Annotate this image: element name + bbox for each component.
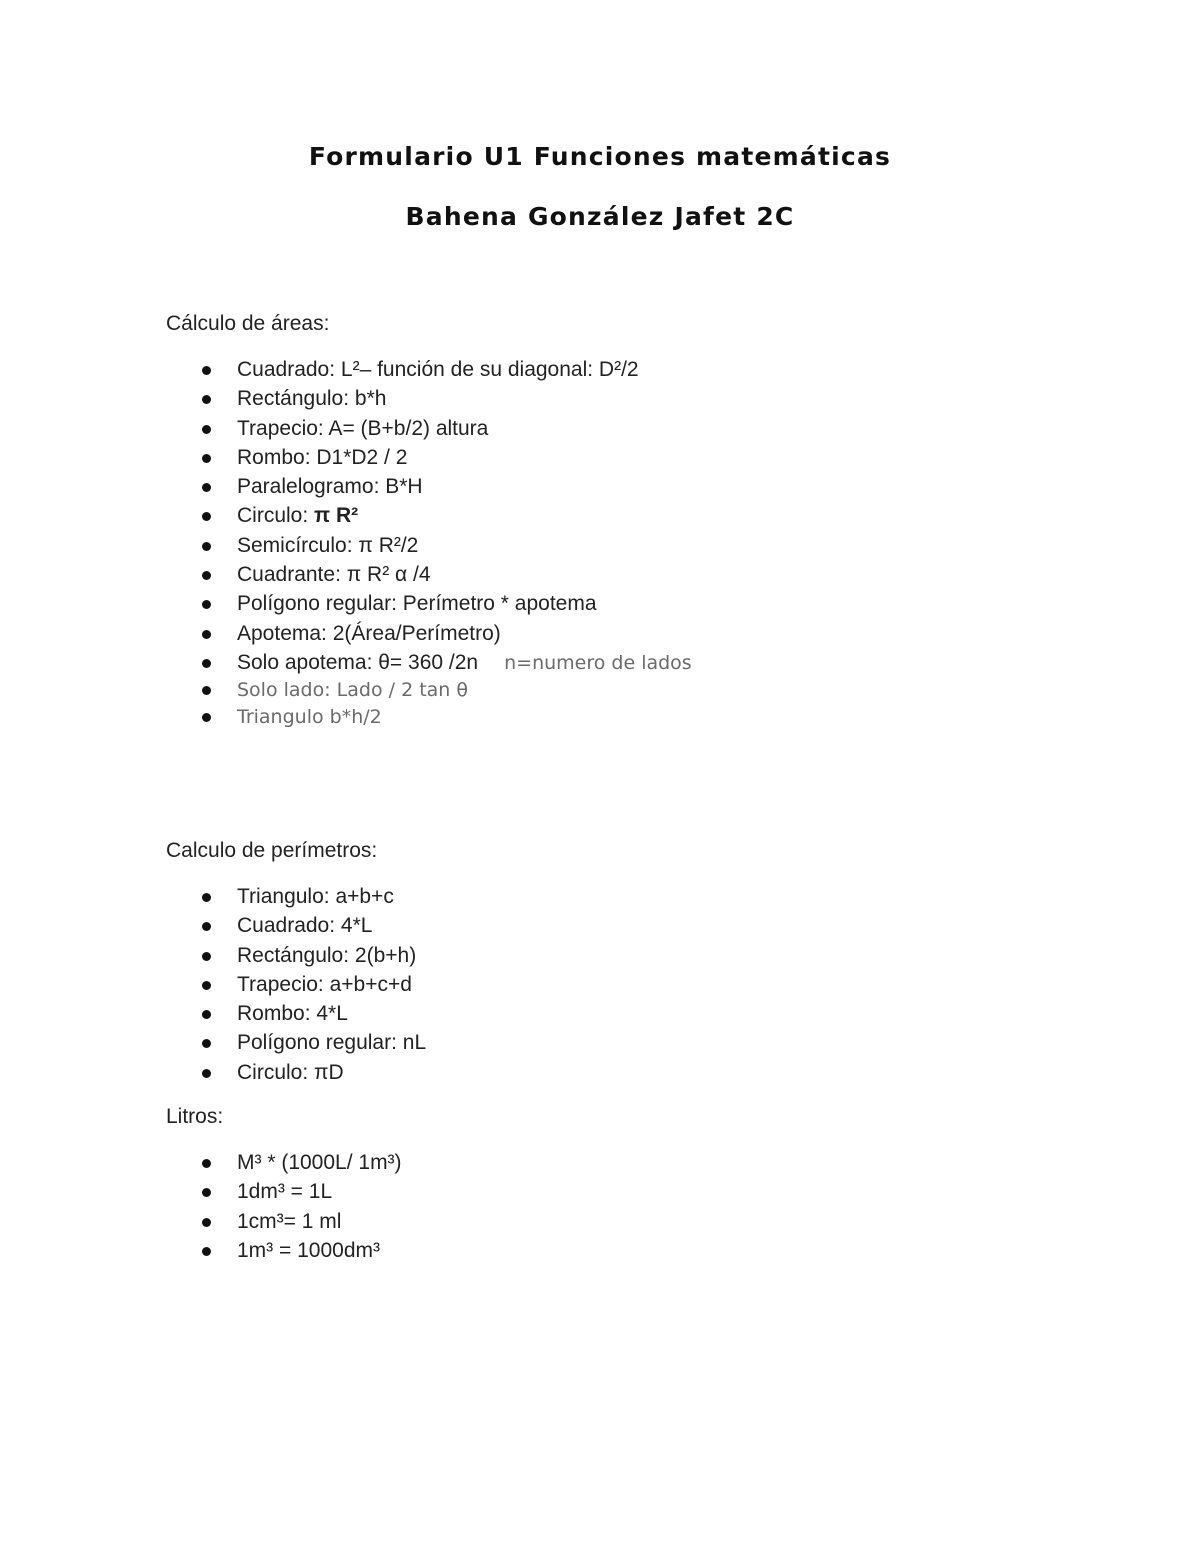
litros-heading: Litros: [166, 1105, 224, 1128]
list-item: M³ * (1000L/ 1m³) [166, 1148, 402, 1177]
apotema-note: n=numero de lados [504, 651, 692, 674]
list-item [166, 648, 692, 677]
list-item: Polígono regular: nL [166, 1028, 426, 1057]
list-item [166, 501, 692, 530]
list-item: Cuadrado: L²– función de su diagonal: D²/2 [166, 355, 692, 384]
areas-list [166, 355, 692, 731]
list-item: Apotema: 2(Área/Perímetro) [166, 619, 692, 648]
solo-apotema-formula: Solo apotema: θ= 360 /2n [237, 650, 479, 674]
circulo-formula: π R² [314, 504, 359, 528]
list-item: Circulo: πD [166, 1058, 426, 1087]
document-title: Formulario U1 Funciones matemáticas [308, 142, 892, 171]
list-item: 1cm³= 1 ml [166, 1207, 402, 1236]
list-item: Paralelogramo: B*H [166, 472, 692, 501]
list-item: Rombo: D1*D2 / 2 [166, 443, 692, 472]
list-item: 1dm³ = 1L [166, 1177, 402, 1206]
list-item: Triangulo b*h/2 [166, 704, 692, 731]
litros-list [166, 1148, 402, 1265]
list-item: Polígono regular: Perímetro * apotema [166, 589, 692, 618]
perimetros-heading: Calculo de perímetros: [166, 839, 378, 862]
circulo-label: Circulo: [237, 504, 315, 528]
areas-heading: Cálculo de áreas: [166, 312, 330, 335]
list-item: Semicírculo: π R²/2 [166, 531, 692, 560]
list-item: Cuadrante: π R² α /4 [166, 560, 692, 589]
list-item: Cuadrado: 4*L [166, 911, 426, 940]
list-item: Rectángulo: b*h [166, 384, 692, 413]
list-item: Triangulo: a+b+c [166, 882, 426, 911]
document-subtitle: Bahena González Jafet 2C [405, 202, 795, 231]
perimetros-list [166, 882, 426, 1087]
list-item: Trapecio: a+b+c+d [166, 970, 426, 999]
list-item: Solo lado: Lado / 2 tan θ [166, 677, 692, 704]
list-item: Rombo: 4*L [166, 999, 426, 1028]
list-item: Rectángulo: 2(b+h) [166, 941, 426, 970]
list-item: Trapecio: A= (B+b/2) altura [166, 414, 692, 443]
list-item: 1m³ = 1000dm³ [166, 1236, 402, 1265]
